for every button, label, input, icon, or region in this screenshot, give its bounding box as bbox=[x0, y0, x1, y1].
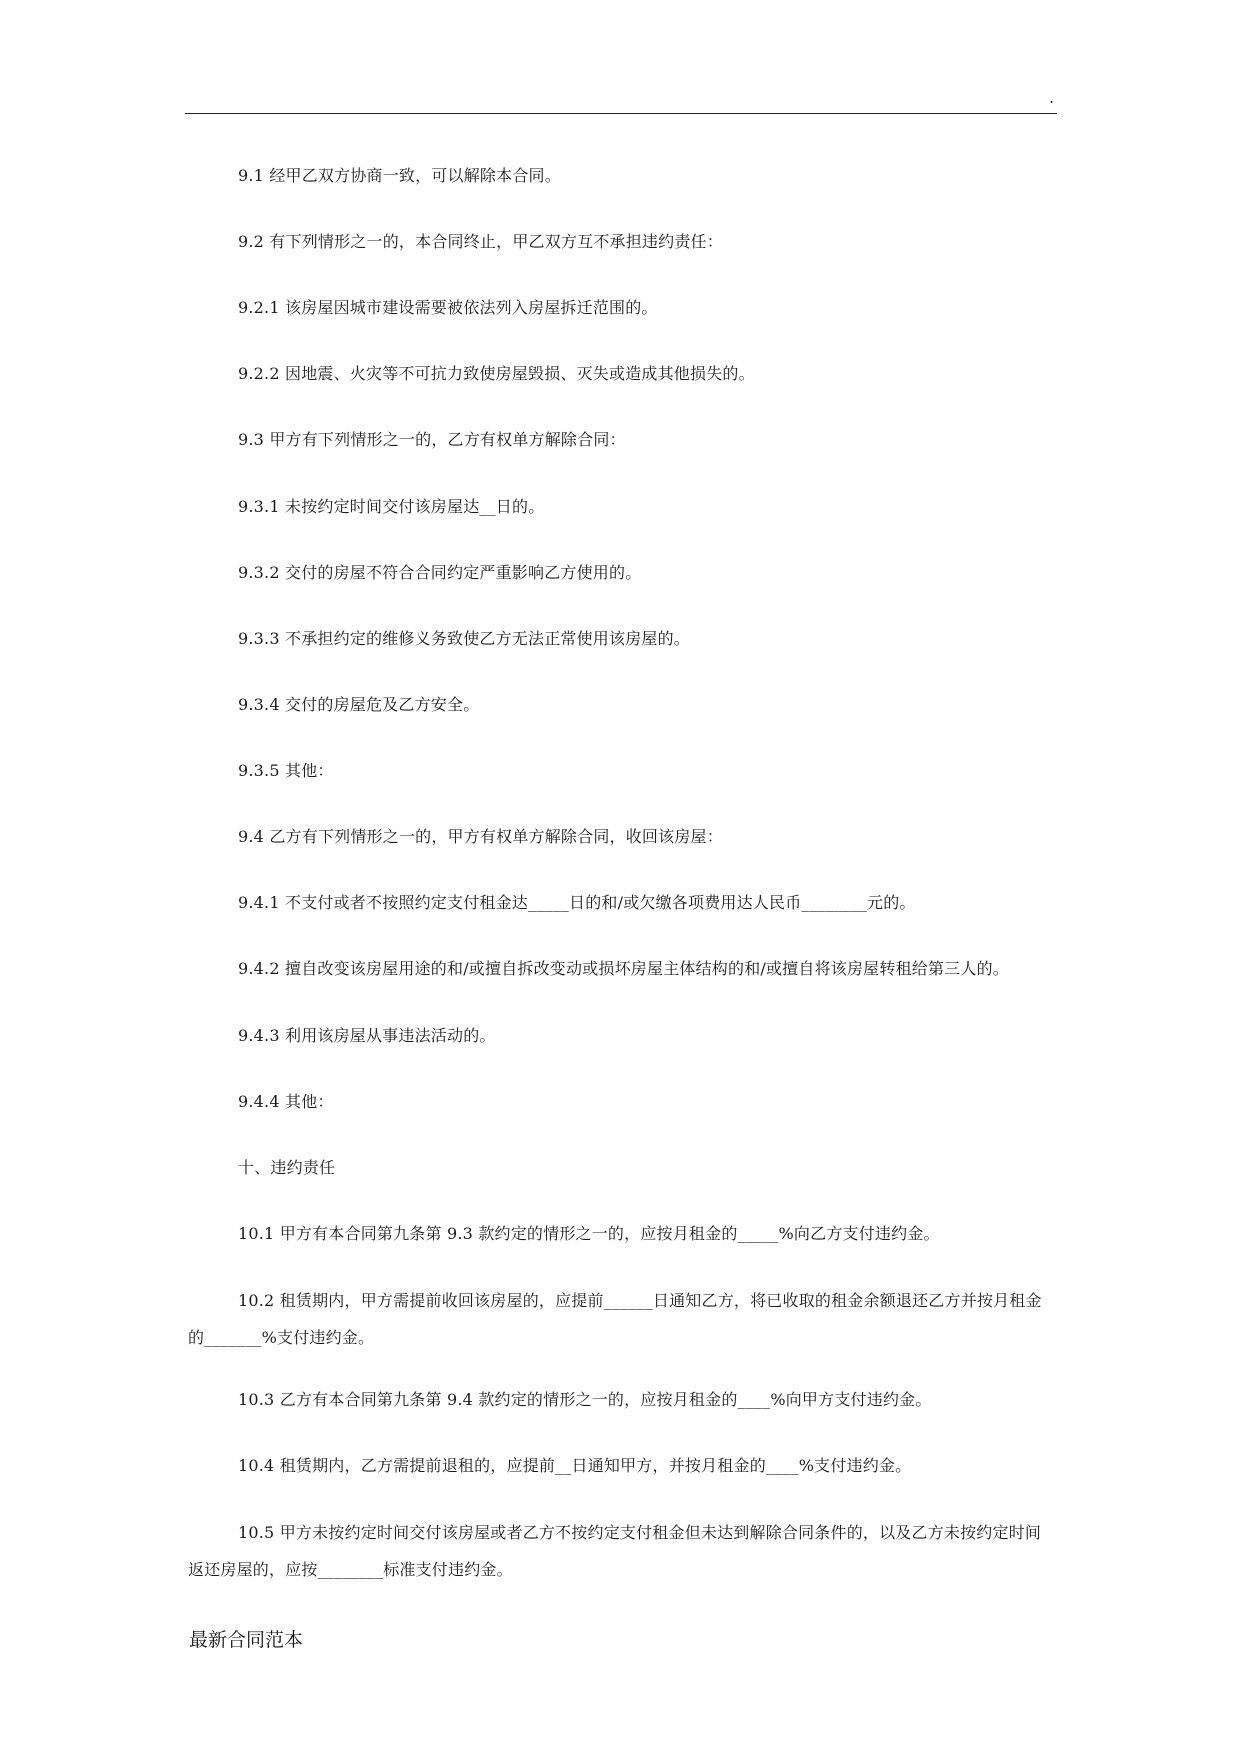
clause-9-3: 9.3 甲方有下列情形之一的，乙方有权单方解除合同： bbox=[238, 430, 626, 449]
section-heading-10: 十、违约责任 bbox=[238, 1158, 336, 1177]
clause-10-1: 10.1 甲方有本合同第九条第 9.3 款约定的情形之一的，应按月租金的_____%向乙方支付违约金。 bbox=[238, 1224, 940, 1243]
clause-9-4-4: 9.4.4 其他： bbox=[238, 1092, 334, 1111]
clause-9-2-2: 9.2.2 因地震、火灾等不可抗力致使房屋毁损、灭失或造成其他损失的。 bbox=[238, 364, 755, 383]
clause-9-4-1: 9.4.1 不支付或者不按照约定支付租金达_____日的和/或欠缴各项费用达人民币________元的。 bbox=[238, 893, 916, 912]
header-mark: . bbox=[1049, 88, 1055, 107]
clause-9-3-5: 9.3.5 其他： bbox=[238, 761, 334, 780]
clause-10-4: 10.4 租赁期内，乙方需提前退租的，应提前__日通知甲方，并按月租金的____%支付违约金。 bbox=[238, 1456, 912, 1475]
clause-10-3: 10.3 乙方有本合同第九条第 9.4 款约定的情形之一的，应按月租金的____%向甲方支付违约金。 bbox=[238, 1390, 932, 1409]
clause-10-2: 10.2 租赁期内，甲方需提前收回该房屋的，应提前______日通知乙方，将已收取的租金余额退还乙方并按月租金的_______%支付违约金。 bbox=[188, 1291, 1042, 1347]
clause-9-4: 9.4 乙方有下列情形之一的，甲方有权单方解除合同，收回该房屋： bbox=[238, 827, 723, 846]
clause-9-4-2: 9.4.2 擅自改变该房屋用途的和/或擅自拆改变动或损坏房屋主体结构的和/或擅自将该房屋转租给第三人的。 bbox=[238, 959, 1009, 978]
clause-9-2-1: 9.2.1 该房屋因城市建设需要被依法列入房屋拆迁范围的。 bbox=[238, 298, 658, 317]
clause-9-3-1: 9.3.1 未按约定时间交付该房屋达__日的。 bbox=[238, 497, 545, 516]
clause-9-4-3: 9.4.3 利用该房屋从事违法活动的。 bbox=[238, 1026, 496, 1045]
footer-label: 最新合同范本 bbox=[189, 1629, 304, 1651]
clause-10-5: 10.5 甲方未按约定时间交付该房屋或者乙方不按约定支付租金但未达到解除合同条件的，以及乙方未按约定时间返还房屋的，应按________标准支付违约金。 bbox=[188, 1523, 1042, 1579]
clause-9-3-2: 9.3.2 交付的房屋不符合合同约定严重影响乙方使用的。 bbox=[238, 563, 642, 582]
clause-9-3-3: 9.3.3 不承担约定的维修义务致使乙方无法正常使用该房屋的。 bbox=[238, 629, 690, 648]
clause-9-3-4: 9.3.4 交付的房屋危及乙方安全。 bbox=[238, 695, 480, 714]
clause-9-1: 9.1 经甲乙双方协商一致，可以解除本合同。 bbox=[238, 166, 561, 185]
clause-9-2: 9.2 有下列情形之一的，本合同终止，甲乙双方互不承担违约责任： bbox=[238, 232, 723, 251]
header-rule bbox=[185, 113, 1057, 114]
